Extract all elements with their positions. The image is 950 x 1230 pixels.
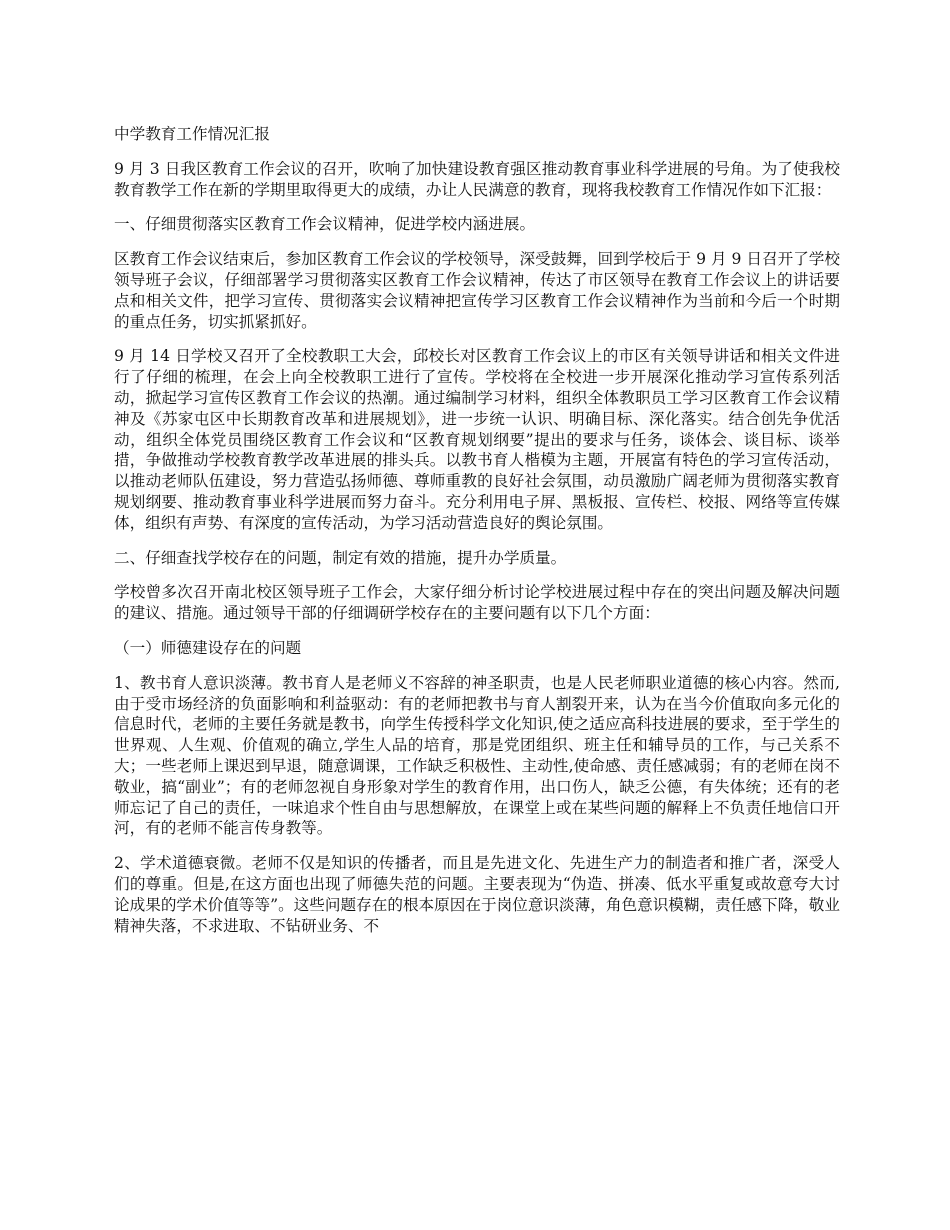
section-heading-2: 二、仔细查找学校存在的问题，制定有效的措施，提升办学质量。 bbox=[114, 548, 567, 567]
paragraph-issue-2: 2、学术道德衰微。老师不仅是知识的传播者，而且是先进文化、先进生产力的制造者和推广者，深受人们的尊重。但是,在这方面也出现了师德失范的问题。主要表现为“伪造、拼凑、低水平重复或故意夸大讨论成果的学术价值等等”。这些问题存在的根本原因在于岗位意识淡薄，角色意识模糊，责任感下降，敬业精神失落，不求进取、不钻研业务、不 bbox=[114, 854, 840, 935]
paragraph-meeting: 区教育工作会议结束后，参加区教育工作会议的学校领导，深受鼓舞，回到学校后于 9 月 9 日召开了学校领导班子会议，仔细部署学习贯彻落实区教育工作会议精神，传达了市区领导在教育工作会议上的讲话要点和相关文件，把学习宣传、贯彻落实会议精神把宣传学习区教育工作会议精神作为当前和今后一个时期的重点任务，切实抓紧抓好。 bbox=[114, 250, 840, 331]
paragraph-problems: 学校曾多次召开南北校区领导班子工作会，大家仔细分析讨论学校进展过程中存在的突出问题及解决问题的建议、措施。通过领导干部的仔细调研学校存在的主要问题有以下几个方面： bbox=[114, 583, 840, 623]
paragraph-issue-1: 1、教书育人意识淡薄。教书育人是老师义不容辞的神圣职责，也是人民老师职业道德的核心内容。然而,由于受市场经济的负面影响和利益驱动：有的老师把教书与育人割裂开来，认为在当今价值取向多元化的信息时代，老师的主要任务就是教书，向学生传授科学文化知识,使之适应高科技进展的要求，至于学生的世界观、人生观、价值观的确立,学生人品的培育，那是党团组织、班主任和辅导员的工作，与己关系不大；一些老师上课迟到早退，随意调课，工作缺乏积极性、主动性,使命感、责任感减弱；有的老师在岗不敬业，搞“副业”；有的老师忽视自身形象对学生的教育作用，出口伤人，缺乏公德，有失体统；还有的老师忘记了自己的责任，一味追求个性自由与思想解放，在课堂上或在某些问题的解释上不负责任地信口开河，有的老师不能言传身教等。 bbox=[114, 673, 840, 838]
document-title: 中学教育工作情况汇报 bbox=[114, 125, 270, 143]
document-page bbox=[114, 124, 840, 950]
section-heading-1: 一、仔细贯彻落实区教育工作会议精神，促进学校内涵进展。 bbox=[114, 215, 536, 234]
paragraph-intro: 9 月 3 日我区教育工作会议的召开，吹响了加快建设教育强区推动教育事业科学进展的号角。为了使我校教育教学工作在新的学期里取得更大的成绩，办让人民满意的教育，现将我校教育工作情况作如下汇报： bbox=[114, 159, 840, 199]
subsection-heading-1: （一）师德建设存在的问题 bbox=[114, 638, 302, 657]
paragraph-staff-meeting: 9 月 14 日学校又召开了全校教职工大会，邱校长对区教育工作会议上的市区有关领导讲话和相关文件进行了仔细的梳理，在会上向全校教职工进行了宣传。学校将在全校进一步开展深化推动学习宣传系列活动，掀起学习宣传区教育工作会议的热潮。通过编制学习材料，组织全体教职员工学习区教育工作会议精神及《苏家屯区中长期教育改革和进展规划》，进一步统一认识、明确目标、深化落实。结合创先争优活动，组织全体党员围绕区教育工作会议和“区教育规划纲要”提出的要求与任务，谈体会、谈目标、谈举措，争做推动学校教育教学改革进展的排头兵。以教书育人楷模为主题，开展富有特色的学习宣传活动，以推动老师队伍建设，努力营造弘扬师德、尊师重教的良好社会氛围，动员激励广阔老师为贯彻落实教育规划纲要、推动教育事业科学进展而努力奋斗。充分利用电子屏、黑板报、宣传栏、校报、网络等宣传媒体，组织有声势、有深度的宣传活动，为学习活动营造良好的舆论氛围。 bbox=[114, 347, 840, 532]
